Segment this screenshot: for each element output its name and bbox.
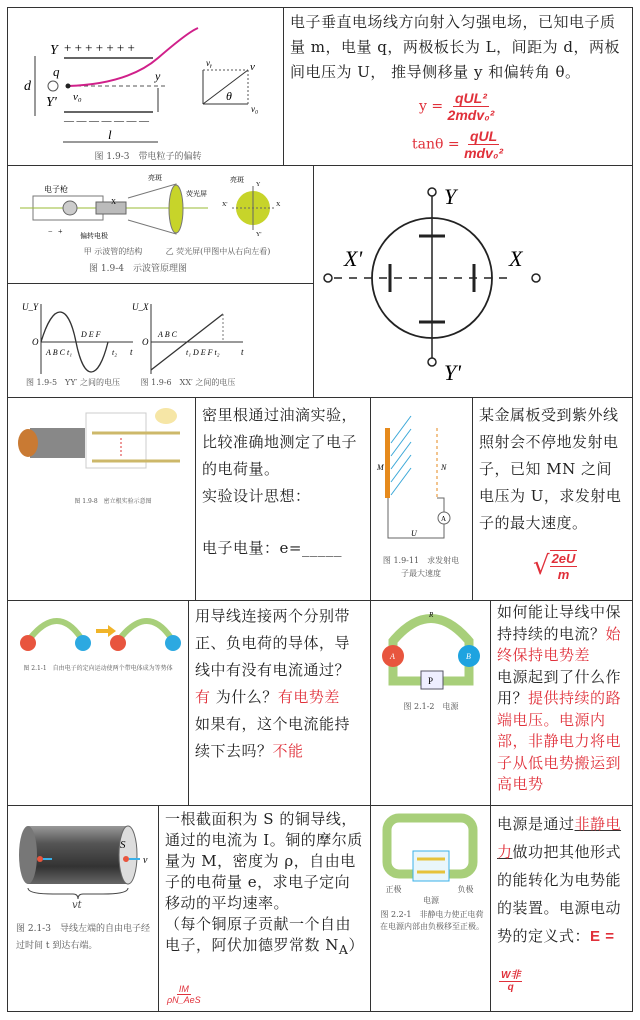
note-text: （每个铜原子贡献一个自由电子，阿伏加德罗常数 N: [165, 915, 352, 954]
figure-label: 偏转电极: [80, 232, 108, 240]
design-label: 实验设计思想：: [202, 487, 311, 505]
figure-label: t: [241, 347, 244, 357]
figure-label: v₀: [251, 104, 259, 114]
figure-label: A: [441, 515, 447, 523]
millikan-text: 密里根通过油滴实验，比较准确地测定了电子的电荷量。: [202, 406, 358, 478]
question-2: 为什么？: [215, 688, 278, 706]
definition-post: 做功把其他形式的能转化为电势能的装置。电源电动势的定义式：: [497, 843, 622, 945]
figure-caption: 图 2.1-3 导线左端的自由电子经过时间 t 到达右端。: [16, 924, 150, 951]
figure-caption: 图 1.9-4 示波管原理图: [89, 264, 187, 274]
figure-shape: [413, 851, 449, 881]
millikan-figure-cell: [7, 397, 197, 602]
question-4: 如何能让导线中保持持续的电流？: [497, 603, 622, 643]
caption-xx: 图 1.9-6 XX′ 之间的电压: [140, 378, 236, 387]
figure-shape: [66, 84, 71, 89]
figure-label: v₀: [73, 91, 82, 103]
conductors-figure-cell: [7, 600, 190, 807]
note-subscript: A: [338, 942, 349, 957]
figure-shape: [19, 826, 37, 884]
note-end: ）: [348, 936, 364, 954]
deflection-diagram: [8, 8, 283, 153]
drift-speed-question-cell: [158, 805, 372, 1012]
oscilloscope-structure-cell: [7, 165, 315, 285]
figure-label: D E F: [81, 330, 101, 339]
figure-shape: [391, 442, 411, 469]
figure-label: 亮斑: [148, 174, 162, 182]
sub-caption-screen: 乙 荧光屏(甲图中从右向左看): [165, 247, 271, 256]
figure-label: B: [466, 652, 471, 661]
figure-shape: [20, 635, 36, 651]
figure-shape: [391, 416, 411, 495]
figure-shape: [18, 429, 38, 457]
figure-shape: [68, 28, 198, 86]
answer-5: 提供持续的路端电压。电源内部，非静电力将电子从低电势搬运到高电势: [497, 689, 622, 793]
figure-shape: [165, 635, 181, 651]
figure-shape: [391, 455, 411, 482]
figure-label: Y: [256, 182, 261, 188]
power-source-diagram: [371, 601, 489, 696]
figure-label: X: [509, 246, 523, 271]
figure-label: v: [143, 855, 148, 866]
answer-tan-den: mdv₀²: [464, 145, 504, 161]
figure-caption: 图 2.1-2 电源: [403, 702, 459, 711]
figure-label: t₂: [112, 348, 118, 357]
answer-sqrt: √ $\frac{2eU}{m}$: [533, 551, 576, 582]
figure-shape: [48, 81, 58, 91]
photoemission-diagram: [371, 398, 471, 548]
figure-label: — — — — — — —: [64, 116, 149, 127]
figure-label: X: [276, 202, 281, 208]
figure-label: U: [411, 529, 417, 538]
screen-diagram-cell: [313, 165, 633, 398]
positive-terminal-label: 正极: [385, 885, 402, 894]
figure-shape: [28, 826, 128, 884]
emf-num: W非: [499, 966, 522, 982]
emf-equation: E =: [590, 928, 615, 945]
answer-num: IM: [178, 984, 189, 994]
figure-label: Y': [46, 95, 57, 110]
emf-definition-cell: [490, 805, 633, 1012]
figure-label: O: [32, 337, 39, 347]
sub-caption-structure: 甲 示波管的结构: [83, 247, 143, 256]
figure-shape: [30, 428, 85, 458]
figure-label: A B C: [158, 330, 177, 339]
figure-label: d: [24, 79, 31, 94]
figure-shape: [118, 621, 173, 641]
answer-y-num: qUL²: [454, 90, 487, 106]
definition-pre: 电源是通过: [497, 815, 575, 833]
figure-caption: 图 1.9-11 求发射电子最大速度: [382, 556, 460, 578]
figure-shape: [428, 358, 436, 366]
definition-blank: 非静电力: [497, 815, 622, 861]
figure-shape: [110, 635, 126, 651]
figure-label: θ: [226, 89, 232, 103]
emf-fraction: [499, 966, 522, 993]
figure-label: 荧光屏: [186, 190, 207, 198]
figure-label: X': [344, 246, 363, 271]
question-3: 如果有，这个电流能持续下去吗？: [195, 715, 351, 760]
current-question-cell: [188, 600, 372, 807]
figure-label: t₁ D E F t₂: [186, 348, 220, 357]
figure-label: −: [48, 227, 53, 236]
answer-4: 始终保持电势差: [497, 624, 622, 664]
question-text: 某金属板受到紫外线照射会不停地发射电子，已知 MN 之间电压为 U，求发射电子的最大速度。: [479, 406, 622, 532]
figure-shape: [75, 635, 91, 651]
figure-label: v: [250, 61, 255, 73]
figure-caption: 图 2.2-1 非静电力使正电荷在电源内部由负极移至正极。: [380, 910, 484, 931]
figure-label: S: [120, 839, 126, 851]
wire-figure-cell: [7, 805, 160, 1012]
figure-label: U_Y: [22, 302, 39, 312]
figure-label: 亮斑: [230, 176, 244, 184]
figure-shape: [385, 428, 390, 498]
figure-shape: [96, 625, 116, 637]
emf-source-diagram: [371, 806, 489, 884]
answer-y: [419, 90, 494, 123]
figure-shape: [532, 274, 540, 282]
answer-1: 有: [195, 688, 211, 706]
copper-wire-diagram: [8, 806, 158, 901]
photoemission-question-cell: [472, 397, 633, 602]
answer-den: m: [557, 567, 570, 582]
answer-3: 不能: [272, 742, 304, 760]
answer-num: 2eU: [551, 551, 576, 566]
figure-caption: 图 1.9-3 带电粒子的偏转: [94, 152, 202, 162]
negative-terminal-label: 负极: [457, 885, 474, 894]
deflection-question-cell: [283, 7, 633, 167]
oscilloscope-tube-diagram: [8, 166, 313, 246]
drift-speed-answer: [167, 984, 201, 1005]
figure-label: t: [130, 347, 133, 357]
photoemission-figure-cell: [370, 397, 474, 602]
figure-shape: [391, 468, 411, 495]
question-1: 用导线连接两个分别带正、负电荷的导体，导线中有没有电流通过？: [195, 607, 351, 679]
figure-shape: [391, 429, 411, 456]
figure-shape: [63, 201, 77, 215]
figure-label: +: [58, 227, 63, 236]
figure-label: A B C t₁: [46, 348, 72, 357]
figure-shape: [393, 619, 469, 662]
figure-label: A: [390, 652, 395, 661]
answer-tan-lhs: tanθ =: [412, 136, 460, 153]
figure-label: Y: [444, 184, 457, 209]
figure-label: vᵧ: [206, 58, 213, 68]
question-text: 电子垂直电场线方向射入匀强电场，已知电子质量 m，电量 q，两极板长为 L，间距为 d，两板间电压为 U， 推导侧移量 y 和偏转角 θ。: [290, 13, 620, 81]
answer-den: ρN_AeS: [167, 995, 201, 1005]
voltage-graphs: [8, 284, 313, 374]
figure-label: O: [142, 337, 149, 347]
figure-label: Y: [50, 43, 58, 58]
figure-label: X: [111, 198, 117, 206]
figure-shape: [324, 274, 332, 282]
figure-label: Y': [256, 232, 262, 238]
figure-label: y: [155, 69, 161, 83]
millikan-text-cell: [195, 397, 372, 602]
figure-shape: [123, 856, 129, 862]
emf-den: q: [507, 982, 514, 993]
figure-shape: [119, 826, 137, 884]
question-text: 一根截面积为 S 的铜导线，通过的电流为 I。铜的摩尔质量为 M，密度为 ρ，自由电子的电荷量 e，求电子定向移动的平均速率。: [165, 810, 363, 912]
figure-label: + + + + + + +: [64, 40, 135, 55]
figure-label: l: [108, 127, 112, 142]
figure-shape: [155, 408, 177, 424]
figure-shape: [37, 856, 43, 862]
charge-blank: 电子电量：e=_____: [202, 539, 342, 557]
figure-shape: [428, 188, 436, 196]
power-source-question-cell: [490, 600, 633, 807]
emf-figure-cell: [370, 805, 492, 1012]
answer-2: 有电势差: [277, 688, 340, 706]
caption-yy: 图 1.9-5 YY′ 之间的电压: [26, 378, 120, 387]
answer-tan-num: qUL: [469, 128, 498, 144]
figure-shape: [28, 888, 128, 899]
figure-shape: [169, 185, 183, 233]
power-source-figure-cell: [370, 600, 492, 807]
figure-label: N: [441, 463, 447, 472]
figure-label: U_X: [132, 302, 149, 312]
figure-label: R: [429, 611, 434, 619]
figure-shape: [28, 621, 83, 641]
source-label: 电源: [423, 896, 439, 905]
figure-label: P: [428, 676, 434, 686]
figure-shape: [391, 416, 411, 443]
figure-label: Y': [444, 360, 461, 385]
answer-tan: [412, 128, 503, 161]
figure-label: q: [53, 64, 60, 79]
figure-caption: 图 2.1-1 自由电子的定向运动使两个带电体成为等势体: [23, 665, 173, 672]
voltage-graphs-cell: [7, 283, 315, 398]
answer-y-den: 2mdv₀²: [447, 107, 495, 123]
answer-y-lhs: y =: [419, 98, 444, 115]
figure-label: M: [377, 463, 384, 472]
conductors-diagram: [8, 601, 188, 661]
figure-label: X': [222, 202, 228, 208]
figure-caption: 图 1.9-8 密立根实验示意图: [74, 498, 152, 505]
oscilloscope-screen-diagram: [314, 166, 632, 396]
deflection-figure-cell: [7, 7, 285, 167]
question-5: 电源起到了什么作用？: [497, 667, 622, 707]
vt-label: vt: [72, 900, 82, 911]
millikan-apparatus-diagram: [8, 398, 193, 478]
figure-label: 电子枪: [44, 185, 68, 194]
